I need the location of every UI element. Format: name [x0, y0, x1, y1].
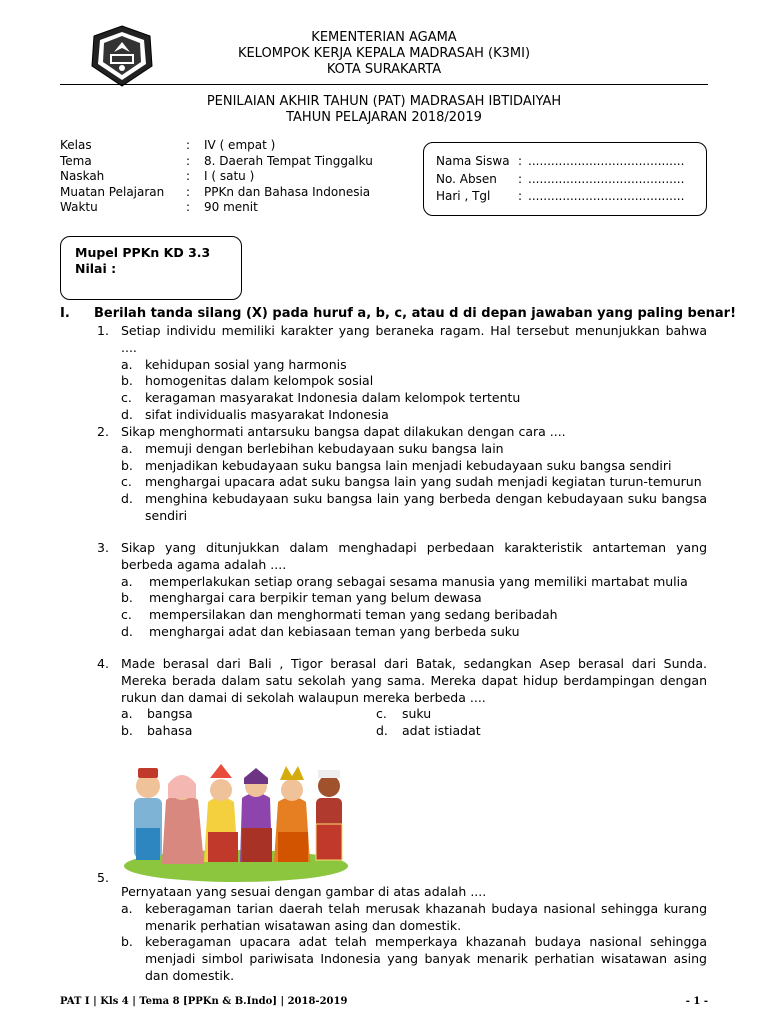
- option-text: keberagaman upacara adat telah memperkaya khazanah budaya nasional sehingga menjadi simbol pariwisata Indonesia yang banyak menarik perhatian wisatawan asing dan domestik.: [145, 934, 707, 983]
- option-text: memuji dengan berlebihan kebudayaan suku bangsa lain: [145, 440, 504, 456]
- child-figure: [240, 768, 272, 862]
- question-text: Sikap yang ditunjukkan dalam menghadapi perbedaan karakteristik antarteman yang berbeda agama adalah ....: [121, 540, 707, 572]
- option-text: keberagaman tarian daerah telah merusak khazanah budaya nasional sehingga kurang menarik perhatian wisatawan asing dan domestik.: [145, 900, 707, 933]
- option-letter: a.: [121, 356, 133, 372]
- option-text: sifat individualis masyarakat Indonesia: [145, 406, 389, 422]
- score-box: [60, 236, 242, 300]
- question-text: Made berasal dari Bali , Tigor berasal dari Batak, sedangkan Asep berasal dari Sunda. Mereka berada dalam satu sekolah yang sama. Mereka dapat hidup berdampingan dengan rukun dan damai di sekolah walaupun mereka berbeda ....: [121, 656, 707, 705]
- option-letter: b.: [121, 934, 133, 950]
- info-value: IV ( empat ): [204, 138, 276, 152]
- header-line-2: KELOMPOK KERJA KEPALA MADRASAH (K3MI): [237, 46, 531, 61]
- header-line-3: KOTA SURAKARTA: [326, 62, 442, 77]
- option-text: memperlakukan setiap orang sebagai sesama manusia yang memiliki martabat mulia: [149, 573, 688, 589]
- question-5: [97, 870, 707, 985]
- option[interactable]: [121, 706, 376, 723]
- option-letter: d.: [121, 491, 133, 507]
- question-number: 2.: [97, 424, 109, 439]
- child-figure: [134, 768, 162, 860]
- student-sep: :: [518, 172, 523, 186]
- option-letter: d.: [121, 406, 133, 422]
- option[interactable]: [121, 607, 707, 624]
- student-date-field[interactable]: .........................................: [528, 189, 685, 203]
- student-sep: :: [518, 189, 523, 203]
- info-key: Naskah: [60, 169, 105, 183]
- question-number: 3.: [97, 540, 109, 555]
- option-letter: b.: [121, 373, 133, 389]
- info-row: [60, 185, 373, 201]
- option[interactable]: [121, 934, 707, 984]
- option-text: suku: [402, 706, 432, 722]
- option[interactable]: [376, 723, 631, 740]
- option-letter: c.: [376, 706, 387, 722]
- info-row: [60, 169, 373, 185]
- student-identity-box: [423, 142, 707, 216]
- child-figure: [204, 764, 238, 862]
- option-text: bangsa: [147, 706, 193, 722]
- option[interactable]: [121, 474, 707, 491]
- info-sep: :: [186, 169, 191, 183]
- option-text: homogenitas dalam kelompok sosial: [145, 373, 374, 389]
- page-number: - 1 -: [685, 996, 708, 1007]
- option[interactable]: [121, 373, 707, 390]
- option-letter: a.: [121, 440, 133, 456]
- info-sep: :: [186, 184, 191, 199]
- option[interactable]: [121, 723, 376, 740]
- info-value: 8. Daerah Tempat Tinggalku: [204, 153, 373, 168]
- option[interactable]: [121, 901, 707, 935]
- student-date-row[interactable]: [436, 188, 684, 204]
- child-figure: [162, 775, 204, 864]
- question-2: [97, 424, 707, 525]
- student-absen-field[interactable]: .........................................: [528, 172, 685, 186]
- option-text: menjadikan kebudayaan suku bangsa lain menjadi kebudayaan suku bangsa sendiri: [145, 457, 672, 473]
- question-1: [97, 323, 707, 424]
- children-traditional-costume-illustration: [120, 758, 352, 884]
- info-value: PPKn dan Bahasa Indonesia: [204, 184, 371, 199]
- child-figure: [274, 766, 310, 862]
- option[interactable]: [121, 458, 707, 475]
- option-letter: a.: [121, 573, 133, 589]
- option-letter: c.: [121, 474, 132, 490]
- option-text: menghina kebudayaan suku bangsa lain yang berbeda dengan kebudayaan suku bangsa sendiri: [145, 491, 707, 523]
- option-letter: d.: [121, 623, 133, 639]
- option-letter: d.: [376, 723, 388, 739]
- option-letter: b.: [121, 590, 133, 606]
- option[interactable]: [121, 357, 707, 374]
- info-sep: :: [186, 153, 191, 168]
- option-letter: b.: [121, 457, 133, 473]
- section-instruction: [60, 306, 736, 321]
- question-text: Setiap individu memiliki karakter yang beraneka ragam. Hal tersebut menunjukkan bahwa ....: [121, 323, 707, 355]
- student-absen-row[interactable]: [436, 171, 684, 187]
- option-row: [121, 706, 707, 723]
- option-letter: b.: [121, 723, 133, 739]
- student-key: Hari , Tgl: [436, 189, 491, 203]
- question-text: Sikap menghormati antarsuku bangsa dapat dilakukan dengan cara ....: [121, 424, 566, 439]
- question-number: 5.: [97, 870, 109, 885]
- option-text: menghargai cara berpikir teman yang belum dewasa: [149, 590, 482, 606]
- section-text: Berilah tanda silang (X) pada huruf a, b, c, atau d di depan jawaban yang paling benar!: [94, 306, 737, 321]
- option[interactable]: [376, 706, 631, 723]
- student-sep: :: [518, 154, 523, 168]
- option-text: adat istiadat: [402, 723, 481, 739]
- info-row: [60, 154, 373, 170]
- option[interactable]: [121, 574, 707, 591]
- info-sep: :: [186, 200, 191, 214]
- option-text: bahasa: [147, 723, 193, 739]
- question-number: 4.: [97, 656, 109, 671]
- option[interactable]: [121, 407, 707, 424]
- option[interactable]: [121, 590, 707, 607]
- page-footer: [60, 996, 708, 1007]
- info-row: [60, 200, 373, 216]
- option-row: [121, 723, 707, 740]
- option[interactable]: [121, 491, 707, 525]
- header-line-1: KEMENTERIAN AGAMA: [311, 30, 457, 45]
- option-text: keragaman masyarakat Indonesia dalam kelompok tertentu: [145, 390, 521, 406]
- question-4: [97, 656, 707, 740]
- question-3: [97, 540, 707, 641]
- footer-info: PAT I | Kls 4 | Tema 8 [PPKn & B.Indo] | 2018-2019: [60, 996, 348, 1007]
- info-sep: :: [186, 138, 191, 152]
- student-name-field[interactable]: .........................................: [528, 154, 685, 168]
- exam-title: PENILAIAN AKHIR TAHUN (PAT) MADRASAH IBTIDAIYAH: [206, 94, 562, 109]
- institution-header: [0, 30, 768, 78]
- option-letter: c.: [121, 607, 132, 623]
- option-text: menghargai adat dan kebiasaan teman yang berbeda suku: [149, 623, 520, 639]
- option[interactable]: [121, 441, 707, 458]
- header-divider: [60, 84, 708, 85]
- info-value: I ( satu ): [204, 169, 255, 183]
- student-name-row[interactable]: [436, 153, 684, 169]
- info-key: Tema: [60, 153, 92, 168]
- option[interactable]: [121, 624, 707, 641]
- option-text: kehidupan sosial yang harmonis: [145, 356, 347, 372]
- info-row: [60, 138, 373, 154]
- mupel-label: Mupel PPKn KD 3.3: [75, 245, 211, 260]
- question-number: 1.: [97, 323, 109, 338]
- child-figure: [316, 770, 342, 860]
- question-text: Pernyataan yang sesuai dengan gambar di atas adalah ....: [121, 884, 487, 899]
- exam-year: TAHUN PELAJARAN 2018/2019: [286, 110, 482, 125]
- option-letter: a.: [121, 706, 133, 722]
- info-key: Muatan Pelajaran: [60, 184, 165, 199]
- section-number: I.: [60, 306, 70, 321]
- info-key: Kelas: [60, 138, 92, 152]
- option-text: menghargai upacara adat suku bangsa lain yang sudah menjadi kegiatan turun-temurun: [145, 474, 702, 490]
- exam-header: [0, 94, 768, 126]
- option-letter: c.: [121, 390, 132, 406]
- option-text: mempersilakan dan menghormati teman yang sedang beribadah: [149, 607, 558, 623]
- student-key: Nama Siswa: [436, 154, 510, 168]
- option[interactable]: [121, 390, 707, 407]
- student-key: No. Absen: [436, 172, 497, 186]
- info-value: 90 menit: [204, 200, 258, 214]
- exam-info: [60, 138, 373, 216]
- option-letter: a.: [121, 900, 133, 916]
- score-label: Nilai :: [75, 261, 117, 276]
- info-key: Waktu: [60, 200, 98, 214]
